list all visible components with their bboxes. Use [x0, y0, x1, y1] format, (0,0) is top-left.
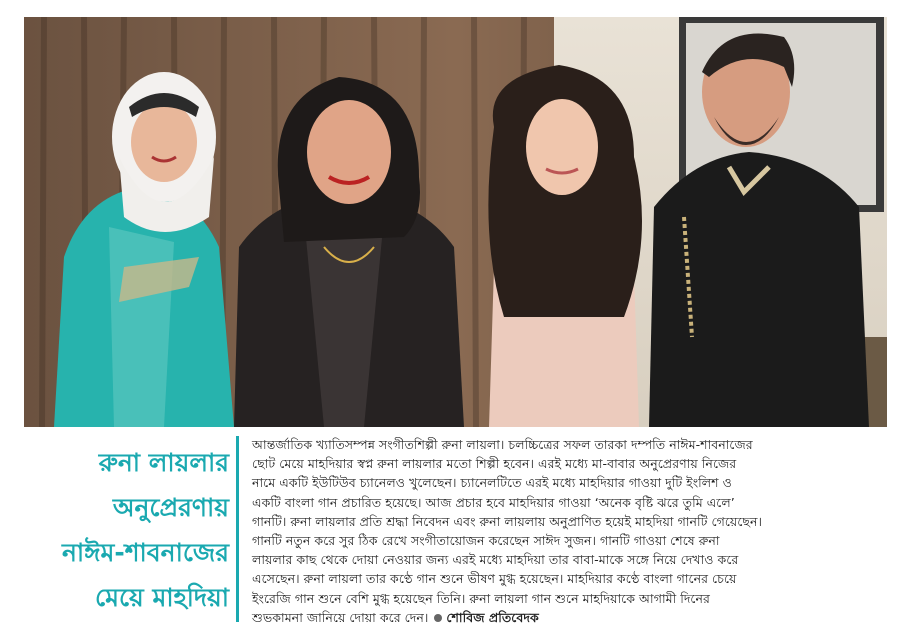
- article-line: আন্তর্জাতিক খ্যাতিসম্পন্ন সংগীতশিল্পী রুনা লায়লা। চলচ্চিত্রের সফল তারকা দম্পতি নাঈম-শাবনাজের: [252, 437, 753, 452]
- article-line: লায়লার কাছ থেকে দোয়া নেওয়ার জন্য এরই মধ্যে মাহদিয়া তার বাবা-মাকে সঙ্গে নিয়ে দেখাও করে: [252, 552, 739, 568]
- article-line: গানটি। রুনা লায়লার প্রতি শ্রদ্ধা নিবেদন এবং রুনা লায়লায় অনুপ্রাণিত হয়েই মাহদিয়া গানটি গেয়েছেন।: [252, 513, 763, 529]
- article-line: একটি বাংলা গান প্রচারিত হয়েছে। আজ প্রচার হবে মাহদিয়ার গাওয়া ‘অনেক বৃষ্টি ঝরে তুমি এলে’: [252, 494, 735, 510]
- article-line: এসেছেন। রুনা লায়লা তার কণ্ঠে গান শুনে ভীষণ মুগ্ধ হয়েছেন। মাহদিয়ার কণ্ঠে বাংলা গানের চেয়ে: [252, 571, 737, 587]
- article-line: নামে একটি ইউটিউব চ্যানেলও খুলেছেন। চ্যানেলটিতে এরই মধ্যে মাহদিয়ার গাওয়া দুটি ইংলিশ ও: [252, 475, 732, 491]
- article-line-text: শুভকামনা জানিয়ে দোয়া করে দেন।: [252, 609, 429, 625]
- headline-line-1: রুনা লায়লার: [98, 448, 229, 477]
- headline-line-3: নাঈম-শাবনাজের: [61, 538, 229, 567]
- bullet-icon: [434, 614, 442, 622]
- article-body: [252, 435, 882, 627]
- article-line: ইংরেজি গান শুনে বেশি মুগ্ধ হয়েছেন তিনি। রুনা লায়লা গান শুনে মাহদিয়াকে আগামী দিনের: [252, 590, 710, 606]
- article-line: ছোট মেয়ে মাহদিয়ার স্বপ্ন রুনা লায়লার মতো শিল্পী হবেন। এরই মধ্যে মা-বাবার অনুপ্রেরণায় নিজের: [252, 456, 737, 472]
- headline-line-4: মেয়ে মাহদিয়া: [94, 583, 229, 612]
- article-line: গানটি নতুন করে সুর ঠিক রেখে সংগীতায়োজন করেছেন সাঈদ সুজন। গানটি গাওয়া শেষে রুনা: [252, 533, 720, 549]
- article-last-line: [252, 608, 882, 627]
- headline-divider: [236, 436, 239, 622]
- news-photo: [24, 17, 887, 427]
- headline: [24, 440, 229, 620]
- headline-line-2: অনুপ্রেরণায়: [112, 493, 229, 522]
- reporter-credit: শোবিজ প্রতিবেদক: [446, 609, 539, 625]
